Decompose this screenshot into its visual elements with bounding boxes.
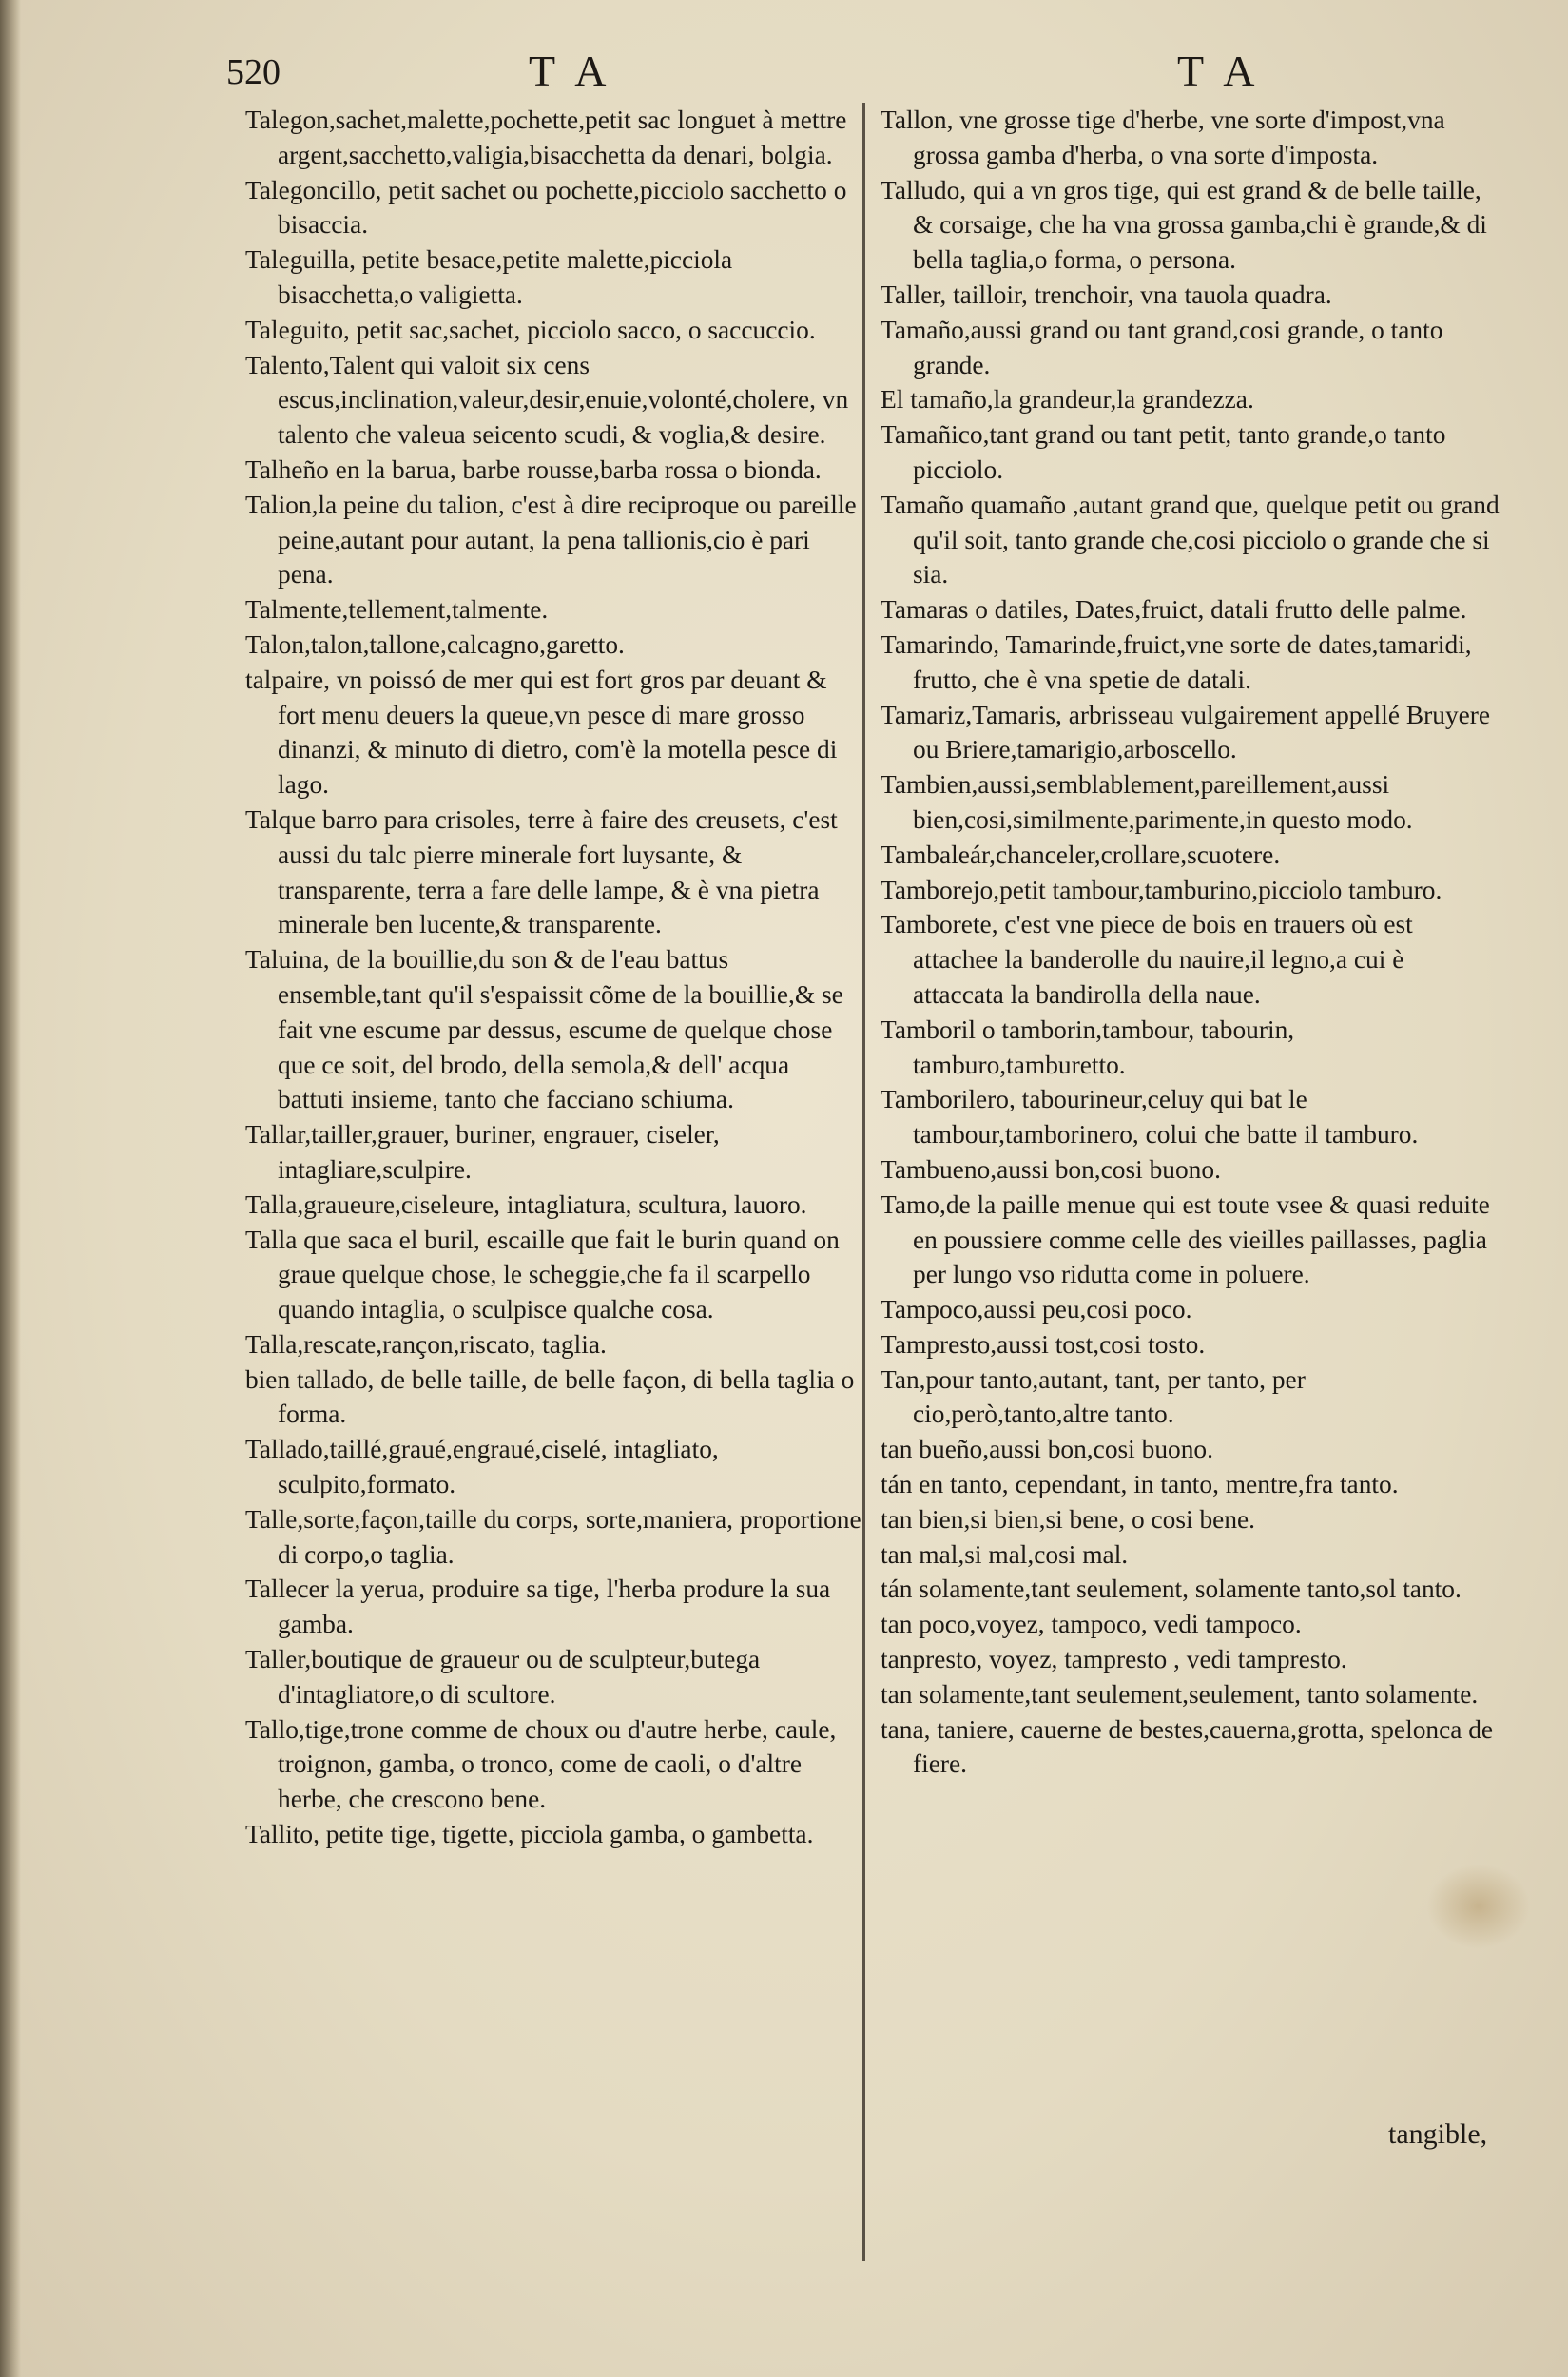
dictionary-entry: Tallo,tige,trone comme de choux ou d'autre herbe, caule, troignon, gamba, o tronco, come de caoli, o d'altre herbe, che crescono bene.: [245, 1714, 837, 1814]
dictionary-entry: Talmente,tellement,talmente.: [245, 595, 549, 625]
dictionary-entry: tan solamente,tant seulement,seulement, tanto solamente.: [881, 1679, 1479, 1709]
dictionary-entry: El tamaño,la grandeur,la grandezza.: [881, 385, 1254, 415]
dictionary-entry: Taleguito, petit sac,sachet, picciolo sacco, o saccuccio.: [245, 315, 816, 344]
left-column: [245, 103, 861, 1852]
dictionary-entry: Tamprestο,aussi tost,cosi tosto.: [881, 1329, 1206, 1359]
right-column: [881, 103, 1500, 1782]
dictionary-entry: tan bien,si bien,si bene, o cosi bene.: [881, 1504, 1256, 1534]
dictionary-entry: Talheño en la barua, barbe rousse,barba rossa o bionda.: [245, 454, 822, 484]
dictionary-entry: Tambaleár,chanceler,crollare,scuotere.: [881, 840, 1281, 869]
dictionary-entry: Talegon,sachet,malette,pochette,petit sac longuet à mettre argent,sacchetto,valigia,bisacchetta da denari, bolgia.: [245, 106, 847, 169]
dictionary-entry: Tallecer la yerua, produire sa tige, l'herba produre la sua gamba.: [245, 1575, 831, 1639]
dictionary-entry: tan mal,si mal,cosi mal.: [881, 1539, 1129, 1569]
dictionary-entry: Talludo, qui a vn gros tige, qui est grand & de belle taille, & corsaige, che ha vna grossa gamba,chi è grande,& di bella taglia,o forma, o persona.: [881, 175, 1487, 275]
dictionary-entry: Tallar,tailler,grauer, buriner, engrauer, ciseler, intagliare,sculpire.: [245, 1120, 720, 1184]
page-binding-shadow: [0, 0, 21, 2377]
dictionary-entry: Tamariz,Tamaris, arbrisseau vulgairement appellé Bruyere ou Briere,tamarigio,arboscello.: [881, 700, 1491, 764]
dictionary-entry: Taller,boutique de graueur ou de sculpteur,butega d'intagliatore,o di scultore.: [245, 1645, 761, 1709]
dictionary-entry: tán solamente,tant seulement, solamente tanto,sol tanto.: [881, 1575, 1462, 1604]
dictionary-entry: Talla,rescate,rançon,riscato, taglia.: [245, 1329, 607, 1359]
running-head-left: T A: [529, 47, 612, 95]
dictionary-entry: Tallado,taillé,graué,engraué,ciselé, intagliato, sculpito,formato.: [245, 1435, 719, 1499]
dictionary-entry: Taleguilla, petite besace,petite malette,picciola bisacchetta,o valigietta.: [245, 245, 733, 309]
dictionary-entry: Taller, tailloir, trenchoir, vna tauola quadra.: [881, 280, 1332, 309]
dictionary-entry: Talle,sorte,façon,taille du corps, sorte,maniera, proportione di corpo,o taglia.: [245, 1504, 861, 1569]
dictionary-entry: Talon,talon,tallone,calcagno,garetto.: [245, 629, 625, 659]
dictionary-entry: Tampoco,aussi peu,cosi poco.: [881, 1295, 1192, 1324]
dictionary-entry: Tamborete, c'est vne piece de bois en trauers où est attachee la banderolle du nauire,il legno,a cui è attaccata la bandirolla della naue.: [881, 910, 1413, 1009]
dictionary-entry: Tamo,de la paille menue qui est toute vsee & quasi reduite en poussiere comme celle des vieilles paillasses, paglia per lungo vso ridutta come in poluere.: [881, 1189, 1490, 1289]
dictionary-entry: Tamborilero, tabourineur,celuy qui bat le tambour,tamborinero, colui che batte il tamburo.: [881, 1085, 1419, 1150]
dictionary-entry: Tamaño,aussi grand ou tant grand,cosi grande, o tanto grande.: [881, 315, 1443, 379]
dictionary-entry: Talento,Talent qui valoit six cens escus,inclination,valeur,desir,enuie,volonté,cholere, vn talento che valeua seicento scudi, & voglia,& desire.: [245, 350, 849, 450]
catchword: tangible,: [1388, 2118, 1488, 2150]
dictionary-entry: Tamarindo, Tamarinde,fruict,vne sorte de dates,tamaridi, frutto, che è vna spetie de datali.: [881, 629, 1472, 694]
dictionary-entry: Tallon, vne grosse tige d'herbe, vne sorte d'impost,vna grossa gamba d'herba, o vna sorte d'imposta.: [881, 106, 1445, 169]
dictionary-entry: Talque barro para crisoles, terre à faire des creusets, c'est aussi du talc pierre minerale fort luysante, & transparente, terra a fare delle lampe, & è vna pietra minerale ben lucente,& transparente.: [245, 804, 838, 939]
dictionary-entry: Tallito, petite tige, tigette, picciola gamba, o gambetta.: [245, 1820, 814, 1849]
dictionary-entry: tana, taniere, cauerne de bestes,cauerna,grotta, spelonca de fiere.: [881, 1714, 1494, 1779]
dictionary-entry: Tamaras o datiles, Dates,fruict, datali frutto delle palme.: [881, 595, 1467, 625]
dictionary-entry: Talla que saca el buril, escaille que fait le burin quand on graue quelque chose, le scheggie,che fa il scarpello quando intaglia, o sculpisce qualche cosa.: [245, 1225, 840, 1324]
dictionary-entry: tanpresto, voyez, tamprestο , vedi tamprestο.: [881, 1645, 1347, 1674]
dictionary-entry: Tamañico,tant grand ou tant petit, tanto grande,o tanto picciolo.: [881, 420, 1446, 484]
dictionary-entry: Tambien,aussi,semblablement,pareillement,aussi bien,cosi,similmente,parimente,in questo modo.: [881, 770, 1413, 834]
dictionary-entry: Talegoncillo, petit sachet ou pochette,picciolo sacchetto o bisaccia.: [245, 175, 847, 240]
dictionary-entry: bien tallado, de belle taille, de belle façon, di bella taglia o forma.: [245, 1364, 855, 1429]
running-head-right: T A: [1177, 47, 1261, 95]
dictionary-entry: Tamaño quamaño ,autant grand que, quelque petit ou grand qu'il soit, tanto grande che,cosi picciolo o grande che si sia.: [881, 490, 1500, 589]
dictionary-entry: Talla,graueure,ciseleure, intagliatura, scultura, lauoro.: [245, 1189, 807, 1219]
page-number: 520: [226, 52, 281, 92]
dictionary-entry: talpaire, vn poissó de mer qui est fort gros par deuant & fort menu deuers la queue,vn pesce di mare grosso dinanzi, & minuto di dietro, com'è la motella pesce di lago.: [245, 665, 838, 800]
dictionary-entry: tan poco,voyez, tampoco, vedi tampoco.: [881, 1610, 1302, 1639]
dictionary-entry: Talion,la peine du talion, c'est à dire reciproque ou pareille peine,autant pour autant, la pena tallionis,cio è pari pena.: [245, 490, 857, 589]
dictionary-entry: Tamborejo,petit tambour,tamburino,picciolo tamburo.: [881, 875, 1442, 904]
dictionary-entry: Tambueno,aussi bon,cosi buono.: [881, 1154, 1221, 1184]
dictionary-entry: tán en tanto, cependant, in tanto, mentre,fra tanto.: [881, 1470, 1399, 1499]
column-divider: [862, 103, 865, 2261]
dictionary-entry: Taluina, de la bouillie,du son & de l'eau battus ensemble,tant qu'il s'espaissit cõme de la bouillie,& se fait vne escume par dessus, escume de quelque chose que ce soit, del brodo, della semola,& dell' acqua battuti insieme, tanto che facciano schiuma.: [245, 945, 843, 1114]
dictionary-entry: tan bueño,aussi bon,cosi buono.: [881, 1435, 1213, 1464]
page-header: [0, 46, 1568, 103]
paper-stain: [1426, 1864, 1531, 1949]
dictionary-entry: Tan,pour tanto,autant, tant, per tanto, per cio,però,tanto,altre tanto.: [881, 1364, 1306, 1429]
dictionary-entry: Tamboril o tamborin,tambour, tabourin, tamburo,tamburetto.: [881, 1015, 1295, 1079]
